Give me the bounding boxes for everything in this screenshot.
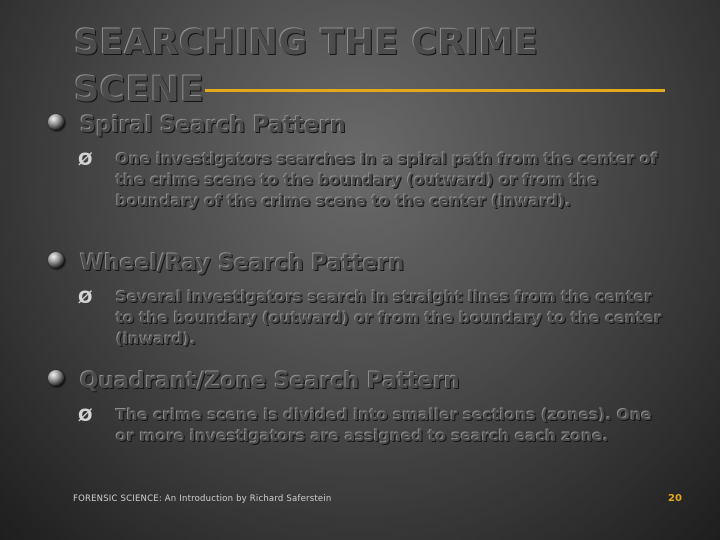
section-heading: Spiral Search Pattern	[80, 113, 346, 138]
arrow-bullet-icon: Ø	[78, 150, 93, 170]
page-number: 20	[668, 493, 682, 504]
section-heading: Quadrant/Zone Search Pattern	[80, 369, 460, 394]
section-heading: Wheel/Ray Search Pattern	[80, 251, 405, 276]
slide-title: SEARCHING THE CRIME SCENE	[74, 23, 539, 110]
sphere-bullet-icon	[48, 370, 64, 386]
arrow-bullet-icon: Ø	[78, 288, 93, 308]
sphere-bullet-icon	[48, 114, 64, 130]
section-body: Several investigators search in straight lines from the center to the boundary (outward) or from the boundary to the center (inward).	[116, 288, 662, 348]
arrow-bullet-icon: Ø	[78, 406, 93, 426]
section-body: One investigators searches in a spiral path from the center of the crime scene to the boundary (outward) or from the boundary of the crime scene to the center (inward).	[116, 150, 658, 210]
section-body: The crime scene is divided into smaller sections (zones). One or more investigators are assigned to search each zone.	[116, 406, 652, 445]
title-underline	[205, 89, 665, 92]
footer-credit: FORENSIC SCIENCE: An Introduction by Richard Saferstein	[73, 494, 332, 504]
sphere-bullet-icon	[48, 252, 64, 268]
